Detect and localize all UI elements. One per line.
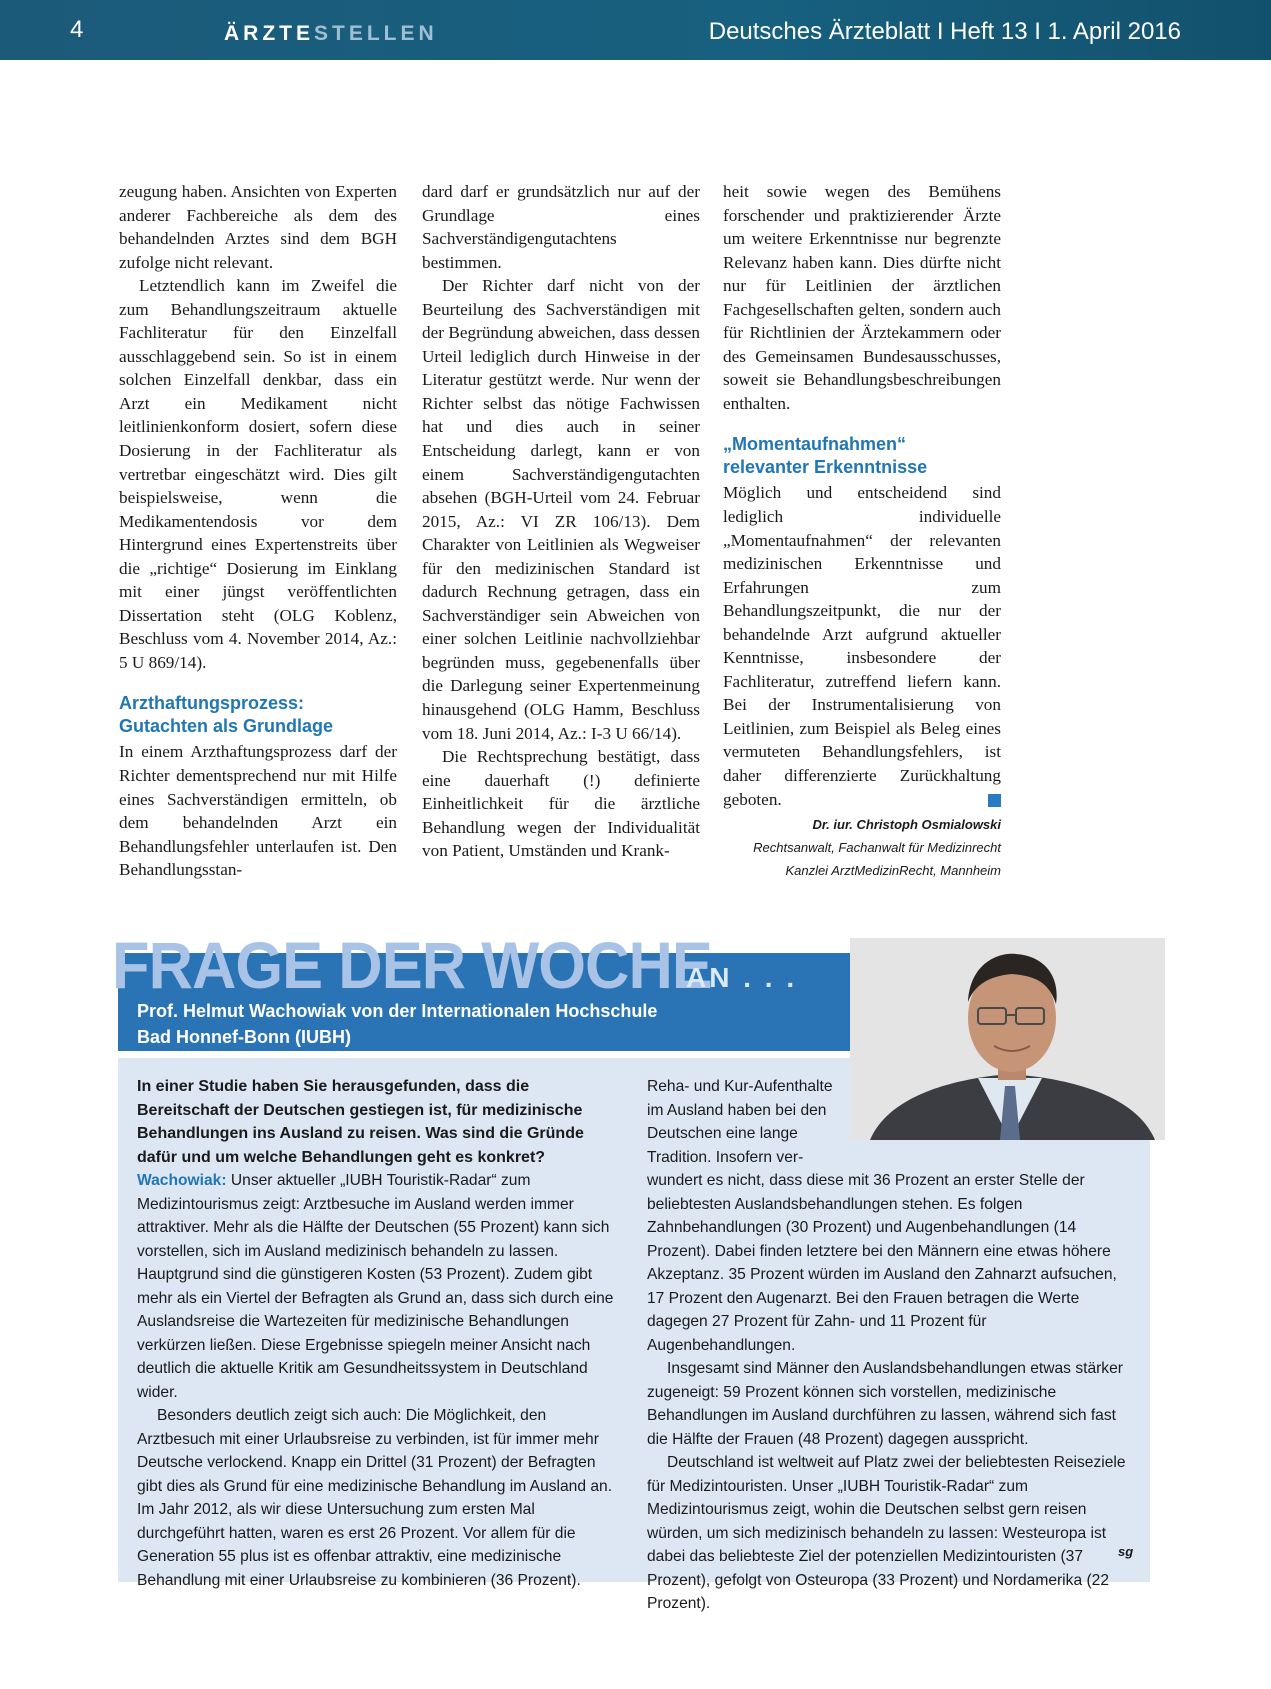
speaker-label: Wachowiak: xyxy=(137,1172,227,1189)
author-block xyxy=(723,813,1001,882)
interview-question: In einer Studie haben Sie herausgefunden, dass die Bereitschaft der Deutschen gestiegen ist, für medizinische Behandlungen ins Ausland zu reisen. Was sind die Gründe dafür und um welche Behandlungen geht es konkret? xyxy=(137,1078,584,1166)
paragraph: Wachowiak: Unser aktueller „IUBH Touristik-Radar“ zum Medizintourismus zeigt: Arztbesuche im Ausland werden immer attraktiver. Mehr als die Hälfte der Deutschen (55 Prozent) kann sich vorstellen, sich im Ausland medizinisch behandeln zu lassen. Hauptgrund sind die günstigeren Kosten (53 Prozent). Zudem gibt mehr als ein Viertel der Befragten als Grund an, dass sich durch eine Auslandsreise die Wartezeiten für medizinische Behandlungen verkürzen ließen. Diese Ergebnisse spiegeln meiner Ansicht nach deutlich die aktuelle Kritik am Gesundheitssystem in Deutschland wider. xyxy=(137,1172,614,1401)
end-mark-icon xyxy=(988,794,1001,807)
paragraph: Deutschland ist weltweit auf Platz zwei der beliebtesten Reiseziele für Medizintouristen. Unser „IUBH Touristik-Radar“ zum Medizintourismus zeigt, wohin die Deutschen selbst gern reisen würden, um sich medizinisch behandeln zu lassen: Westeuropa ist dabei das beliebteste Ziel der potenziellen Medizintouristen (37 Prozent), gefolgt von Osteuropa (33 Prozent) und Nordamerika (22 Prozent). xyxy=(647,1454,1126,1612)
brand-logo: ÄRZTESTELLEN xyxy=(224,22,438,45)
paragraph: wundert es nicht, dass diese mit 36 Prozent an erster Stelle der beliebtesten Auslandsbehandlungen stehen. Es folgen Zahnbehandlungen (30 Prozent) und Augenbehandlungen (14 Prozent). Dabei finden letztere bei den Männern eine etwas höhere Akzeptanz. 35 Prozent würden im Ausland den Zahnarzt aufsuchen, 17 Prozent den Augenarzt. Bei den Frauen betragen die Werte dagegen 27 Prozent für Zahn- und 11 Prozent für Augenbehandlungen. xyxy=(647,1172,1117,1354)
paragraph: Letztendlich kann im Zweifel die zum Behandlungszeitraum aktuelle Fachliteratur für den Einzelfall ausschlaggebend sein. So ist in einem solchen Einzelfall denkbar, dass ein Arzt ein Medikament nicht leitlinienkonform dosiert, sofern diese Dosierung in der Fachliteratur als vertretbar eingeschätzt wird. Dies gilt beispielsweise, wenn die Medikamentendosis vor dem Hintergrund eines Expertenstreits über die „richtige“ Dosierung im Einklang mit einer jüngst veröffentlichten Dissertation steht (OLG Koblenz, Beschluss vom 4. November 2014, Az.: 5 U 869/14). xyxy=(119,276,397,672)
paragraph: dard darf er grundsätzlich nur auf der Grundlage eines Sachverständigengutachtens bestimmen. xyxy=(422,182,700,272)
interview-answer-left xyxy=(137,1169,615,1592)
paragraph: Insgesamt sind Männer den Auslandsbehandlungen etwas stärker zugeneigt: 59 Prozent können sich vorstellen, medizinische Behandlungen im Ausland durchführen zu lassen, während sich fast die Hälfte der Frauen (48 Prozent) dagegen ausspricht. xyxy=(647,1360,1123,1448)
paragraph: Die Rechtsprechung bestätigt, dass eine dauerhaft (!) definierte Einheitlichkeit für die ärztliche Behandlung wegen der Individualität von Patient, Umständen und Krank- xyxy=(422,747,700,861)
header-bar xyxy=(0,0,1271,60)
paragraph: Der Richter darf nicht von der Beurteilung des Sachverständigen mit der Begründung abweichen, dass dessen Urteil lediglich durch Hinweise in der Literatur gestützt werde. Nur wenn der Richter selbst das nötige Fachwissen hat und dies auch in seiner Entscheidung darlegt, kann er von einem Sachverständigengutachten absehen (BGH-Urteil vom 24. Februar 2015, Az.: VI ZR 106/13). Dem Charakter von Leitlinien als Wegweiser für den medizinischen Standard ist dadurch Rechnung getragen, dass ein Sachverständiger sein Abweichen von einer solchen Leitlinie nachvollziehbar begründen muss, gegebenenfalls über die Darlegung seiner Expertenmeinung hinausgehend (OLG Hamm, Beschluss vom 18. Juni 2014, Az.: I-3 U 66/14). xyxy=(422,276,700,743)
author-name: Dr. iur. Christoph Osmialowski xyxy=(812,817,1001,833)
interview-title-suffix: AN . . . xyxy=(686,962,798,993)
interview-answer-right xyxy=(647,1169,1133,1616)
page-number: 4 xyxy=(70,16,84,43)
paragraph: Möglich und entscheidend sind lediglich individuelle „Momentaufnahmen“ der relevanten medizinischen Erkenntnisse und Erfahrungen zum Behandlungszeitpunkt, die nur der behandelnde Arzt aufgrund aktueller Kenntnisse, insbesondere der Fachliteratur, zutreffend liefern kann. Bei der Instrumentalisierung von Leitlinien, zum Beispiel als Beleg eines vermuteten Behandlungsfehlers, ist daher differenzierte Zurückhaltung geboten. xyxy=(723,483,1001,809)
article-column-2 xyxy=(422,180,700,863)
section-heading: „Momentaufnahmen“ relevanter Erkenntnisse xyxy=(723,434,928,478)
author-role: Rechtsanwalt, Fachanwalt für Medizinrecht xyxy=(753,840,1001,856)
interview-subtitle: Prof. Helmut Wachowiak von der Internationalen Hochschule Bad Honnef-Bonn (IUBH) xyxy=(137,1001,658,1047)
issue-line: Deutsches Ärzteblatt I Heft 13 I 1. April 2016 xyxy=(708,18,1181,45)
paragraph: Besonders deutlich zeigt sich auch: Die Möglichkeit, den Arztbesuch mit einer Urlaubsreise zu verbinden, ist für immer mehr Deutsche verlockend. Knapp ein Drittel (31 Prozent) der Befragten gibt dies als Grund für eine medizinische Behandlung im Ausland an. Im Jahr 2012, als wir diese Untersuchung zum ersten Mal durchgeführt hatten, waren es erst 26 Prozent. Vor allem für die Generation 55 plus ist es offenbar attraktiv, eine medizinische Behandlung mit einer Urlaubsreise zu kombinieren (36 Prozent). xyxy=(137,1407,613,1589)
portrait-photo xyxy=(850,938,1165,1140)
interview-answer-right-top xyxy=(647,1075,847,1169)
article-column-3 xyxy=(723,180,1001,882)
paragraph: heit sowie wegen des Bemühens forschender und praktizierender Ärzte um weitere Erkenntnisse nur begrenzte Relevanz haben kann. Dies dürfte nicht nur für Leitlinien der ärztlichen Fachgesellschaften gelten, sondern auch für Richtlinien der Ärztekammern oder des Gemeinsamen Bundesausschusses, soweit sie Behandlungsbeschreibungen enthalten. xyxy=(723,182,1001,413)
section-heading: Arzthaftungsprozess: Gutachten als Grundlage xyxy=(119,693,334,737)
paragraph: Reha- und Kur-Aufenthalte im Ausland haben bei den Deutschen eine lange Tradition. Insofern ver- xyxy=(647,1078,833,1166)
article-column-1 xyxy=(119,180,397,882)
paragraph: zeugung haben. Ansichten von Experten anderer Fachbereiche als dem des behandelnden Arztes sind dem BGH zufolge nicht relevant. xyxy=(119,182,397,272)
signature: sg xyxy=(1118,1544,1134,1559)
portrait-image xyxy=(850,938,1165,1140)
author-firm: Kanzlei ArztMedizinRecht, Mannheim xyxy=(785,863,1001,879)
paragraph: In einem Arzthaftungsprozess darf der Richter dementsprechend nur mit Hilfe eines Sachverständigen ermitteln, ob dem behandelnden Arzt ein Behandlungsfehler unterlaufen ist. Den Behandlungsstan- xyxy=(119,742,397,880)
interview-title: FRAGE DER WOCHE xyxy=(112,928,712,1002)
